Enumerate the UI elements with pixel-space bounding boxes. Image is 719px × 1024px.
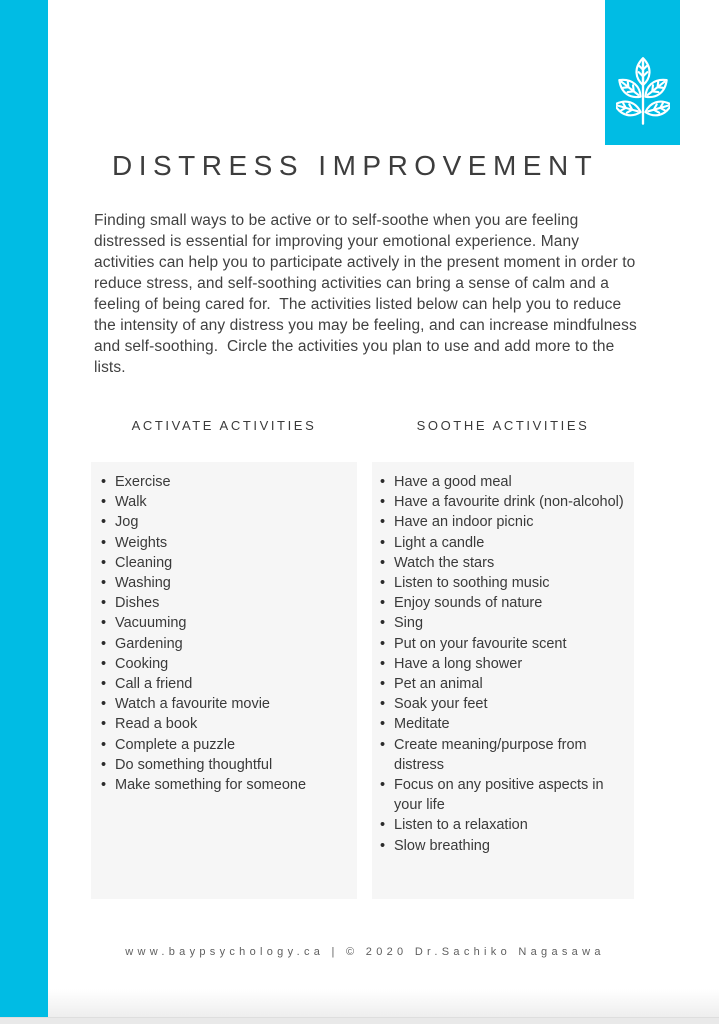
list-item: • Walk	[115, 492, 355, 512]
list-item: • Have a long shower	[394, 654, 632, 674]
page-title: DISTRESS IMPROVEMENT	[112, 150, 599, 181]
list-item: • Washing	[115, 573, 355, 593]
soothe-panel	[372, 462, 634, 899]
list-item: • Cooking	[115, 654, 355, 674]
bottom-strip	[0, 1017, 719, 1024]
list-item: • Light a candle	[394, 533, 632, 553]
list-item: • Pet an animal	[394, 674, 632, 694]
list-item: • Read a book	[115, 714, 355, 734]
list-item: • Weights	[115, 533, 355, 553]
list-item: • Jog	[115, 512, 355, 532]
list-item: • Watch the stars	[394, 553, 632, 573]
page-content	[48, 0, 719, 960]
soothe-heading: SOOTHE ACTIVITIES	[416, 418, 590, 433]
list-item: • Vacuuming	[115, 613, 355, 633]
soothe-column	[372, 418, 634, 899]
list-item: • Focus on any positive aspects in your life	[394, 775, 632, 815]
list-item: • Sing	[394, 613, 632, 633]
soothe-list	[372, 462, 634, 856]
list-item: • Create meaning/purpose from distress	[394, 735, 632, 775]
footer-credit: www.baypsychology.ca | © 2020 Dr.Sachiko Nagasawa	[125, 946, 605, 958]
list-item: • Meditate	[394, 714, 632, 734]
bottom-fade	[48, 989, 719, 1017]
list-item: • Listen to a relaxation	[394, 815, 632, 835]
list-item: • Have an indoor picnic	[394, 512, 632, 532]
list-item: • Do something thoughtful	[115, 755, 355, 775]
intro-paragraph: Finding small ways to be active or to self-soothe when you are feeling distressed is essential for improving your emotional experience. Many activities can help you to participate actively in the present moment in order to reduce stress, and self-soothing activities can bring a sense of calm and a feeling of being cared for. The activities listed below can help you to reduce the intensity of any distress you may be feeling, and can increase mindfulness and self-soothing. Circle the activities you plan to use and add more to the lists.	[94, 212, 642, 376]
list-item: • Complete a puzzle	[115, 735, 355, 755]
list-item: • Make something for someone	[115, 775, 355, 795]
list-item: • Slow breathing	[394, 836, 632, 856]
list-item: • Enjoy sounds of nature	[394, 593, 632, 613]
activate-heading: ACTIVATE ACTIVITIES	[131, 418, 317, 433]
activity-columns	[91, 418, 719, 899]
left-accent-bar	[0, 0, 48, 1017]
list-item: • Cleaning	[115, 553, 355, 573]
list-item: • Soak your feet	[394, 694, 632, 714]
list-item: • Watch a favourite movie	[115, 694, 355, 714]
activate-list	[91, 462, 357, 795]
list-item: • Listen to soothing music	[394, 573, 632, 593]
list-item: • Gardening	[115, 634, 355, 654]
list-item: • Dishes	[115, 593, 355, 613]
activate-column	[91, 418, 357, 899]
list-item: • Call a friend	[115, 674, 355, 694]
list-item: • Have a good meal	[394, 472, 632, 492]
list-item: • Exercise	[115, 472, 355, 492]
activate-panel	[91, 462, 357, 899]
list-item: • Have a favourite drink (non-alcohol)	[394, 492, 632, 512]
list-item: • Put on your favourite scent	[394, 634, 632, 654]
